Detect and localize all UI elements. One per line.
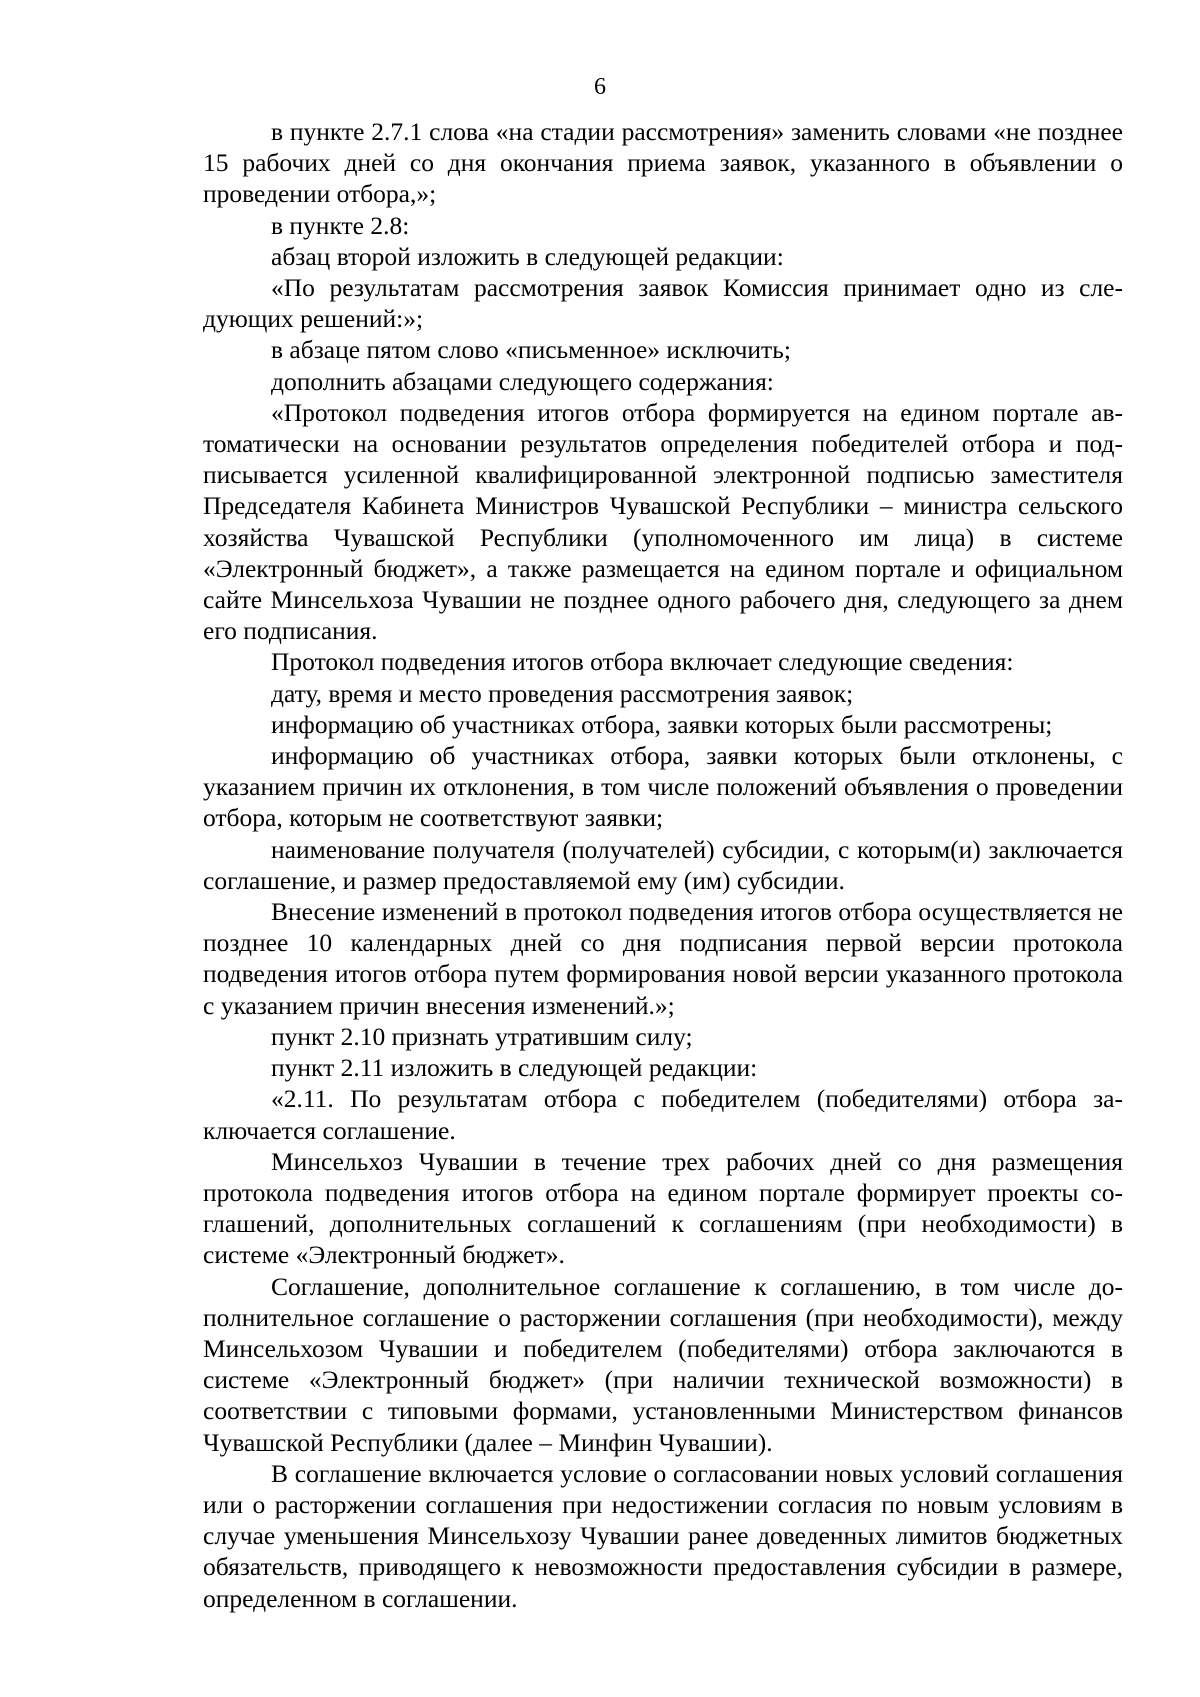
paragraph: абзац второй изложить в следующей редакции:	[271, 241, 784, 271]
paragraph: информацию об участниках отбора, заявки которых были рассмотрены;	[271, 709, 1053, 739]
paragraph: в абзаце пятом слово «письменное» исключить;	[271, 335, 791, 365]
paragraph: дату, время и место проведения рассмотрения заявок;	[271, 678, 854, 708]
paragraph: пункт 2.11 изложить в следующей редакции:	[271, 1053, 758, 1083]
paragraph: в пункте 2.8:	[271, 210, 410, 240]
paragraph: в пункте 2.7.1 слова «на стадии рассмотрения» заменить словами «не позднее 15 рабочих дней со дня окончания приема заявок, указанного в объявлении о проведении отбора,»;	[203, 117, 1123, 209]
paragraph: информацию об участниках отбора, заявки которых были отклонены, с указанием причин их отклонения, в том числе положений объявления о проведении отбора, которым не соответствуют заявки;	[203, 741, 1123, 833]
paragraph: Внесение изменений в протокол подведения итогов отбора осуществляется не позднее 10 календарных дней со дня подписания первой версии протокола подведения итогов отбора путем формирования новой версии указанного протокола с указанием причин внесения изменений.»;	[203, 897, 1123, 1020]
document-body	[203, 116, 1123, 1614]
paragraph: «Протокол подведения итогов отбора формируется на едином портале автоматически на основании результатов определения победителей отбора и подписывается усиленной квалифицированной электронной подписью заместителя Председателя Кабинета Министров Чувашской Республики – министра сельского хозяйства Чувашской Республики (уполномоченного им лица) в системе «Электронный бюджет», а также размещается на едином портале и официальном сайте Минсельхоза Чувашии не позднее одного рабочего дня, следующего за днем его подписания.	[203, 397, 1123, 646]
paragraph: дополнить абзацами следующего содержания:	[271, 366, 774, 396]
page-number: 6	[594, 74, 606, 100]
paragraph: Протокол подведения итогов отбора включает следующие сведения:	[271, 647, 1014, 677]
paragraph: Соглашение, дополнительное соглашение к соглашению, в том числе дополнительное соглашение о расторжении соглашения (при необходимости), между Минсельхозом Чувашии и победителем (победителями) отбора заключаются в системе «Электронный бюджет» (при наличии технической возможности) в соответствии с типовыми формами, установленными Министерством финансов Чувашской Республики (далее – Минфин Чувашии).	[203, 1271, 1123, 1457]
paragraph: наименование получателя (получателей) субсидии, с которым(и) заключается соглашение, и размер предоставляемой ему (им) субсидии.	[203, 834, 1123, 895]
paragraph: «2.11. По результатам отбора с победителем (победителями) отбора заключается соглашение.	[203, 1084, 1123, 1145]
paragraph: пункт 2.10 признать утратившим силу;	[271, 1021, 693, 1051]
paragraph: Минсельхоз Чувашии в течение трех рабочих дней со дня размещения протокола подведения итогов отбора на едином портале формирует проекты соглашений, дополнительных соглашений к соглашениям (при необходимости) в системе «Электронный бюджет».	[203, 1146, 1123, 1270]
paragraph: В соглашение включается условие о согласовании новых условий соглашения или о расторжении соглашения при недостижении согласия по новым условиям в случае уменьшения Минсельхозу Чувашии ранее доведенных лимитов бюджетных обязательств, приводящего к невозможности предоставления субсидии в размере, определенном в соглашении.	[203, 1458, 1123, 1613]
paragraph: «По результатам рассмотрения заявок Комиссия принимает одно из следующих решений:»;	[203, 273, 1123, 334]
